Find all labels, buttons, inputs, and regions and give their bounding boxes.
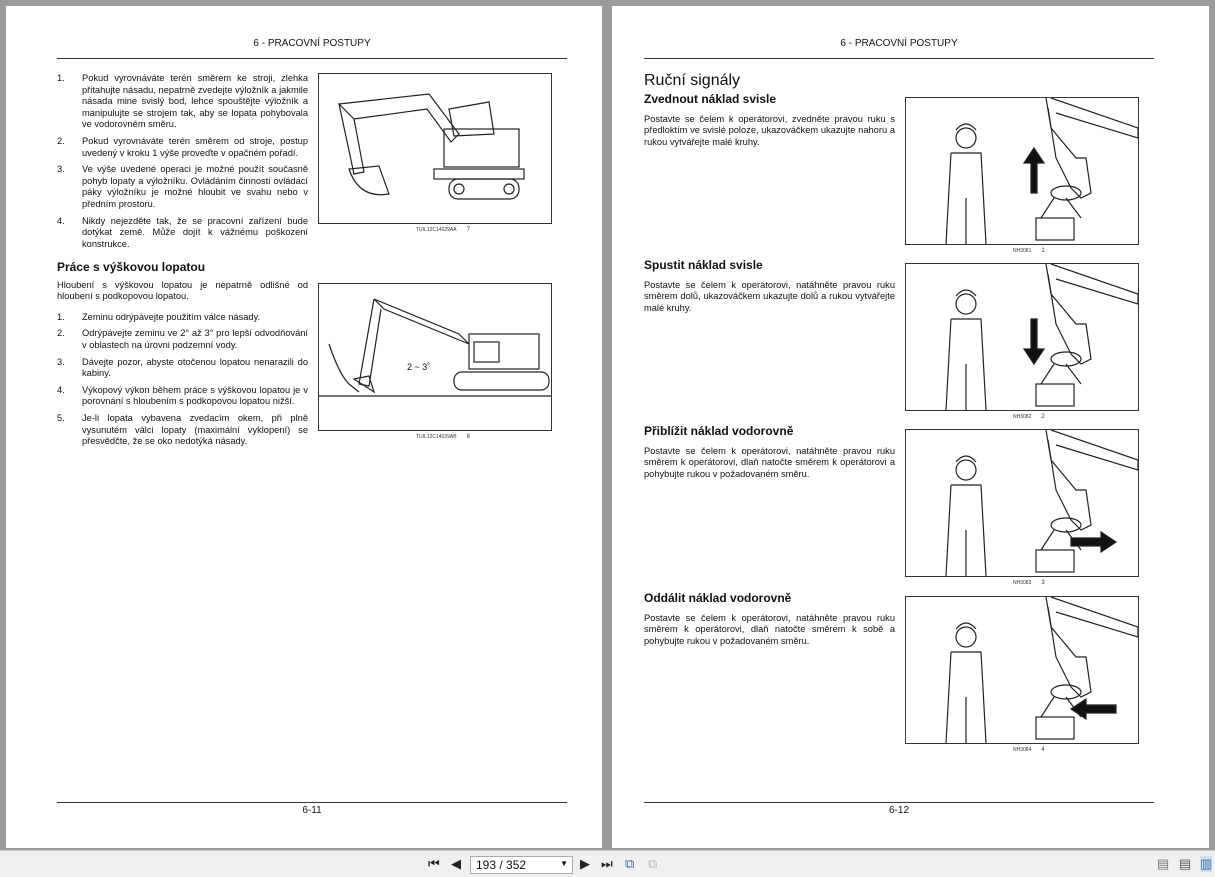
header-divider: [57, 58, 567, 59]
figure-code: TUIL12C14029AB: [416, 434, 457, 440]
signal-title: Oddálit náklad vodorovně: [644, 591, 792, 605]
two-page-view-icon[interactable]: ▥: [1200, 856, 1213, 871]
first-page-button[interactable]: ⏮: [428, 856, 440, 871]
section-high-bucket: [57, 262, 308, 453]
list-item: [57, 164, 308, 210]
page-number: 6-11: [302, 805, 322, 816]
list-item: [57, 385, 308, 408]
figure-number: 7: [466, 227, 470, 233]
item-text: Nikdy nejezděte tak, že se pracovní zařízení bude dotýkat země. Může dojít k vážnému poškození konstrukce.: [82, 215, 308, 249]
item-number: 4.: [57, 384, 65, 395]
item-number: 4.: [57, 215, 65, 226]
item-text: Výkopový výkon během práce s výškovou lopatou je v porovnání s hloubením s podkopovou lopatou nižší.: [82, 384, 308, 407]
page-header: 6 - PRACOVNÍ POSTUPY: [253, 38, 371, 49]
figure-number: 1: [1041, 248, 1045, 254]
next-page-button[interactable]: ▶: [580, 856, 590, 871]
list-item: [57, 216, 308, 251]
pdf-page-left: [6, 6, 602, 848]
figure-code: NH3081: [1013, 248, 1032, 254]
hand-signal-figure: [905, 263, 1139, 411]
pdf-page-right: [612, 6, 1209, 848]
page-header: 6 - PRACOVNÍ POSTUPY: [840, 38, 958, 49]
signal-description: Postavte se čelem k operátorovi, zvedněte pravou ruku s předloktím ve svislé poloze, ukazováčkem ukazujte nahoru a rukou vytvářejte malé kruhy.: [644, 113, 895, 147]
chevron-down-icon: ▼: [560, 859, 568, 868]
signal-description: Postavte se čelem k operátorovi, natáhněte pravou ruku směrem dolů, ukazováčkem ukazujte dolů a rukou vytvářejte malé kruhy.: [644, 279, 895, 313]
section-intro: Hloubení s výškovou lopatou je nepatrně odlišné od hloubení s podkopovou lopatou.: [57, 279, 308, 302]
figure-caption: [1013, 747, 1045, 753]
figure-number: 8: [466, 434, 470, 440]
item-text: Dávejte pozor, abyste otočenou lopatou nenarazili do kabiny.: [82, 356, 308, 379]
list-item: [57, 136, 308, 159]
item-number: 2.: [57, 135, 65, 146]
figure-caption: [1013, 248, 1045, 254]
list-item: [57, 328, 308, 351]
page-number: 6-12: [888, 805, 909, 816]
signal-description: Postavte se čelem k operátorovi, natáhněte pravou ruku směrem k operátorovi, dlaň natočte směrem k sobě a pohybujte rukou v požadovaném směru.: [644, 612, 895, 646]
figure-code: NH3083: [1013, 580, 1032, 586]
item-text: Ve výše uvedené operaci je možné použít současně pohyb lopaty a výložníku. Ovládáním činnosti ovládací páky výložníku je možné hloubit ve svahu nebo v předním prostoru.: [82, 164, 308, 209]
excavator-figure-2: [318, 283, 552, 431]
item-number: 1.: [57, 73, 65, 83]
figure-number: 3: [1041, 580, 1045, 586]
figure-caption: [1013, 414, 1045, 420]
footer-divider: [644, 802, 1154, 803]
signal-section: [644, 94, 895, 148]
hand-signal-figure: [905, 429, 1139, 577]
item-text: Pokud vyrovnáváte terén směrem od stroje, postup uvedený v kroku 1 výše proveďte v opačném pořadí.: [82, 135, 308, 158]
previous-page-button[interactable]: ◀: [451, 856, 461, 871]
figure-code: TUIL12C14029AA: [416, 227, 457, 233]
hand-signal-figure: [905, 596, 1139, 744]
fit-width-icon[interactable]: ⧉: [648, 856, 658, 871]
section-title: Práce s výškovou lopatou: [57, 260, 206, 274]
footer-divider: [57, 802, 567, 803]
steps-list-1: [57, 73, 308, 255]
figure-code: NH3084: [1013, 747, 1032, 753]
figure-code: NH3082: [1013, 414, 1032, 420]
signal-section: [644, 593, 895, 647]
page-number-select[interactable]: [470, 856, 573, 874]
list-item: [57, 357, 308, 380]
item-number: 5.: [57, 412, 65, 423]
list-item: [57, 312, 308, 324]
excavator-figure-1: [318, 73, 552, 224]
header-divider: [644, 58, 1154, 59]
item-text: Zeminu odrýpávejte použitím válce násady.: [82, 311, 261, 322]
continuous-view-icon[interactable]: ▤: [1179, 856, 1192, 871]
last-page-button[interactable]: ⏭: [601, 856, 613, 871]
item-number: 2.: [57, 328, 65, 339]
figure-caption: [1013, 580, 1045, 586]
figure-caption-1: [416, 227, 470, 233]
item-text: Je-li lopata vybavena zvedacím okem, při plně vysunutém válci lopaty (maximální vyklopení) se přesvědčte, že se oko nedotýká násady.: [82, 412, 308, 447]
signal-section: [644, 426, 895, 480]
single-page-view-icon[interactable]: ▤: [1157, 856, 1170, 871]
fit-page-icon[interactable]: ⧉: [625, 856, 635, 871]
signal-section: [644, 260, 895, 314]
signal-title: Zvednout náklad svisle: [644, 92, 777, 106]
hand-signal-figure: [905, 97, 1139, 245]
signal-title: Spustit náklad svisle: [644, 258, 763, 272]
list-item: [57, 413, 308, 448]
figure-number: 2: [1041, 414, 1045, 420]
item-number: 3.: [57, 164, 65, 175]
item-number: 1.: [57, 311, 65, 322]
list-item: [57, 73, 308, 131]
steps-list-2: [57, 312, 308, 448]
figure-caption-2: [416, 434, 470, 440]
page-number-value: 193 / 352: [476, 858, 527, 872]
item-number: 3.: [57, 356, 65, 367]
figure-number: 4: [1041, 747, 1045, 753]
signal-title: Přiblížit náklad vodorovně: [644, 424, 794, 438]
pdf-toolbar: [0, 850, 1215, 877]
signal-description: Postavte se čelem k operátorovi, natáhněte pravou ruku směrem k operátorovi, dlaň natočte směrem k operátorovi a pohybujte rukou v požadovaném směru.: [644, 445, 895, 479]
page-title: Ruční signály: [644, 72, 741, 89]
item-text: Odrýpávejte zeminu ve 2° až 3° pro lepší odvodňování v oblastech na úrovni podzemní vody.: [82, 328, 308, 350]
angle-label: 2 ~ 3˚: [407, 362, 431, 372]
item-text: Pokud vyrovnáváte terén směrem ke stroji, zlehka přitahujte násadu, nepatrně zvedejte výložník a jakmile násada mine svislý bod, lehce spouštějte výložník a manipulujte se strojem tak, aby se lopata pohybovala ve vodorovném směru.: [82, 73, 308, 130]
